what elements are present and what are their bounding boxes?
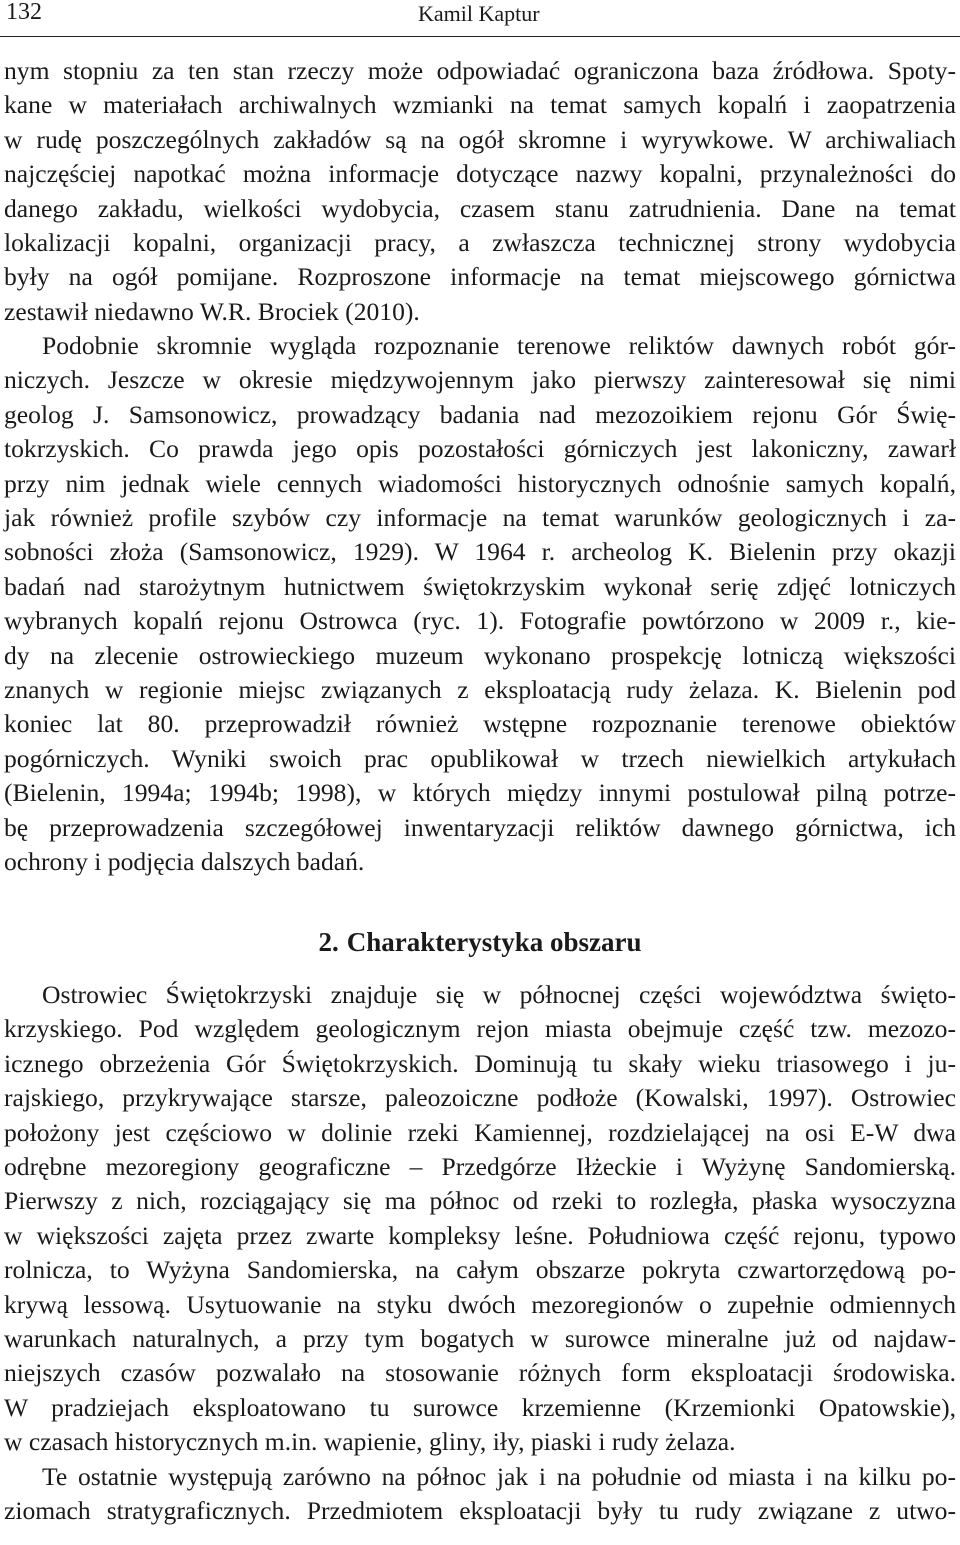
text-line: Te ostatnie występują zarówno na północ jak i na południe od miasta i na kilku po- (42, 1462, 956, 1491)
text-line: w rudę poszczególnych zakładów są na ogół skromne i wyrywkowe. W archiwaliach (4, 124, 956, 154)
text-line: zestawił niedawno W.R. Brociek (2010). (4, 296, 420, 326)
text-line: sobności złoża (Samsonowicz, 1929). W 1964 r. archeolog K. Bielenin przy okazji (4, 537, 956, 567)
paragraph-4 (4, 1460, 956, 1529)
text-line: bę przeprowadzenia szczegółowej inwentaryzacji reliktów dawnego górnictwa, ich (4, 812, 956, 842)
running-header (0, 0, 960, 36)
section-title: Charakterystyka obszaru (346, 927, 642, 957)
text-line: znanych w regionie miejsc związanych z eksploatacją rudy żelaza. K. Bielenin pod (4, 675, 956, 705)
text-line: krywą lessową. Usytuowanie na styku dwóch mezoregionów o zupełnie odmiennych (4, 1289, 956, 1319)
section-number: 2. (318, 927, 339, 957)
text-line: rolnicza, to Wyżyna Sandomierska, na całym obszarze pokryta czwartorzędową po- (4, 1255, 956, 1285)
text-line: kane w materiałach archiwalnych wzmianki na temat samych kopalń i zaopatrzenia (4, 90, 956, 120)
text-line: ziomach stratygraficznych. Przedmiotem eksploatacji były tu rudy związane z utwo- (4, 1496, 956, 1526)
text-line: icznego obrzeżenia Gór Świętokrzyskich. Dominują tu skały wieku triasowego i ju- (4, 1048, 956, 1078)
paragraph-3 (4, 978, 956, 1460)
text-line: odrębne mezoregiony geograficzne – Przedgórze Iłżeckie i Wyżynę Sandomierską. (4, 1152, 956, 1182)
text-line: Ostrowiec Świętokrzyski znajduje się w północnej części województwa święto- (42, 980, 956, 1009)
text-line: nym stopniu za ten stan rzeczy może odpowiadać ograniczona baza źródłowa. Spoty- (4, 56, 956, 85)
text-line: Podobnie skromnie wygląda rozpoznanie terenowe reliktów dawnych robót gór- (42, 331, 956, 360)
text-line: były na ogół pomijane. Rozproszone informacje na temat miejscowego górnictwa (4, 262, 956, 292)
text-line: w czasach historycznych m.in. wapienie, gliny, iły, piaski i rudy żelaza. (4, 1427, 736, 1457)
text-line: ochrony i podjęcia dalszych badań. (4, 847, 365, 877)
text-line: jak również profile szybów czy informacje na temat warunków geologicznych i za- (4, 503, 956, 533)
text-line: wybranych kopalń rejonu Ostrowca (ryc. 1). Fotografie powtórzono w 2009 r., kie- (4, 606, 956, 636)
text-line: tokrzyskich. Co prawda jego opis pozostałości górniczych jest lakoniczny, zawarł (4, 434, 956, 464)
page-number: 132 (6, 0, 42, 25)
text-line: rajskiego, przykrywające starsze, paleozoiczne podłoże (Kowalski, 1997). Ostrowiec (4, 1083, 956, 1113)
text-line: koniec lat 80. przeprowadził również wstępne rozpoznanie terenowe obiektów (4, 709, 956, 739)
text-line: lokalizacji kopalni, organizacji pracy, a zwłaszcza technicznej strony wydobycia (4, 228, 956, 258)
text-line: badań nad starożytnym hutnictwem świętokrzyskim wykonał serię zdjęć lotniczych (4, 571, 956, 601)
text-line: W pradziejach eksploatowano tu surowce krzemienne (Krzemionki Opatowskie), (4, 1392, 956, 1422)
header-rule (0, 36, 960, 37)
text-line: danego zakładu, wielkości wydobycia, czasem stanu zatrudnienia. Dane na temat (4, 193, 956, 223)
section-heading (0, 925, 960, 959)
text-line: dy na zlecenie ostrowieckiego muzeum wykonano prospekcję lotniczą większości (4, 640, 956, 670)
paragraph-1 (4, 54, 956, 329)
running-title: Kamil Kaptur (418, 1, 540, 26)
text-line: (Bielenin, 1994a; 1994b; 1998), w których między innymi postulował pilną potrze- (4, 778, 956, 808)
text-line: niejszych czasów pozwalało na stosowanie różnych form eksploatacji środowiska. (4, 1358, 956, 1388)
text-line: warunkach naturalnych, a przy tym bogatych w surowce mineralne już od najdaw- (4, 1324, 956, 1354)
text-line: Pierwszy z nich, rozciągający się ma północ od rzeki to rozległa, płaska wysoczyzna (4, 1186, 956, 1216)
text-line: najczęściej napotkać można informacje dotyczące nazwy kopalni, przynależności do (4, 159, 956, 189)
text-line: krzyskiego. Pod względem geologicznym rejon miasta obejmuje część tzw. mezozo- (4, 1014, 956, 1044)
text-line: w większości zajęta przez zwarte kompleksy leśne. Południowa część rejonu, typowo (4, 1220, 956, 1250)
paragraph-2 (4, 329, 956, 880)
text-line: pogórniczych. Wyniki swoich prac opublikował w trzech niewielkich artykułach (4, 743, 956, 773)
text-line: położony jest częściowo w dolinie rzeki Kamiennej, rozdzielającej na osi E-W dwa (4, 1117, 956, 1147)
text-line: przy nim jednak wiele cennych wiadomości historycznych odnośnie samych kopalń, (4, 468, 956, 498)
text-line: geolog J. Samsonowicz, prowadzący badania nad mezozoikiem rejonu Gór Świę- (4, 399, 956, 429)
text-line: niczych. Jeszcze w okresie międzywojennym jako pierwszy zainteresował się nimi (4, 365, 956, 395)
